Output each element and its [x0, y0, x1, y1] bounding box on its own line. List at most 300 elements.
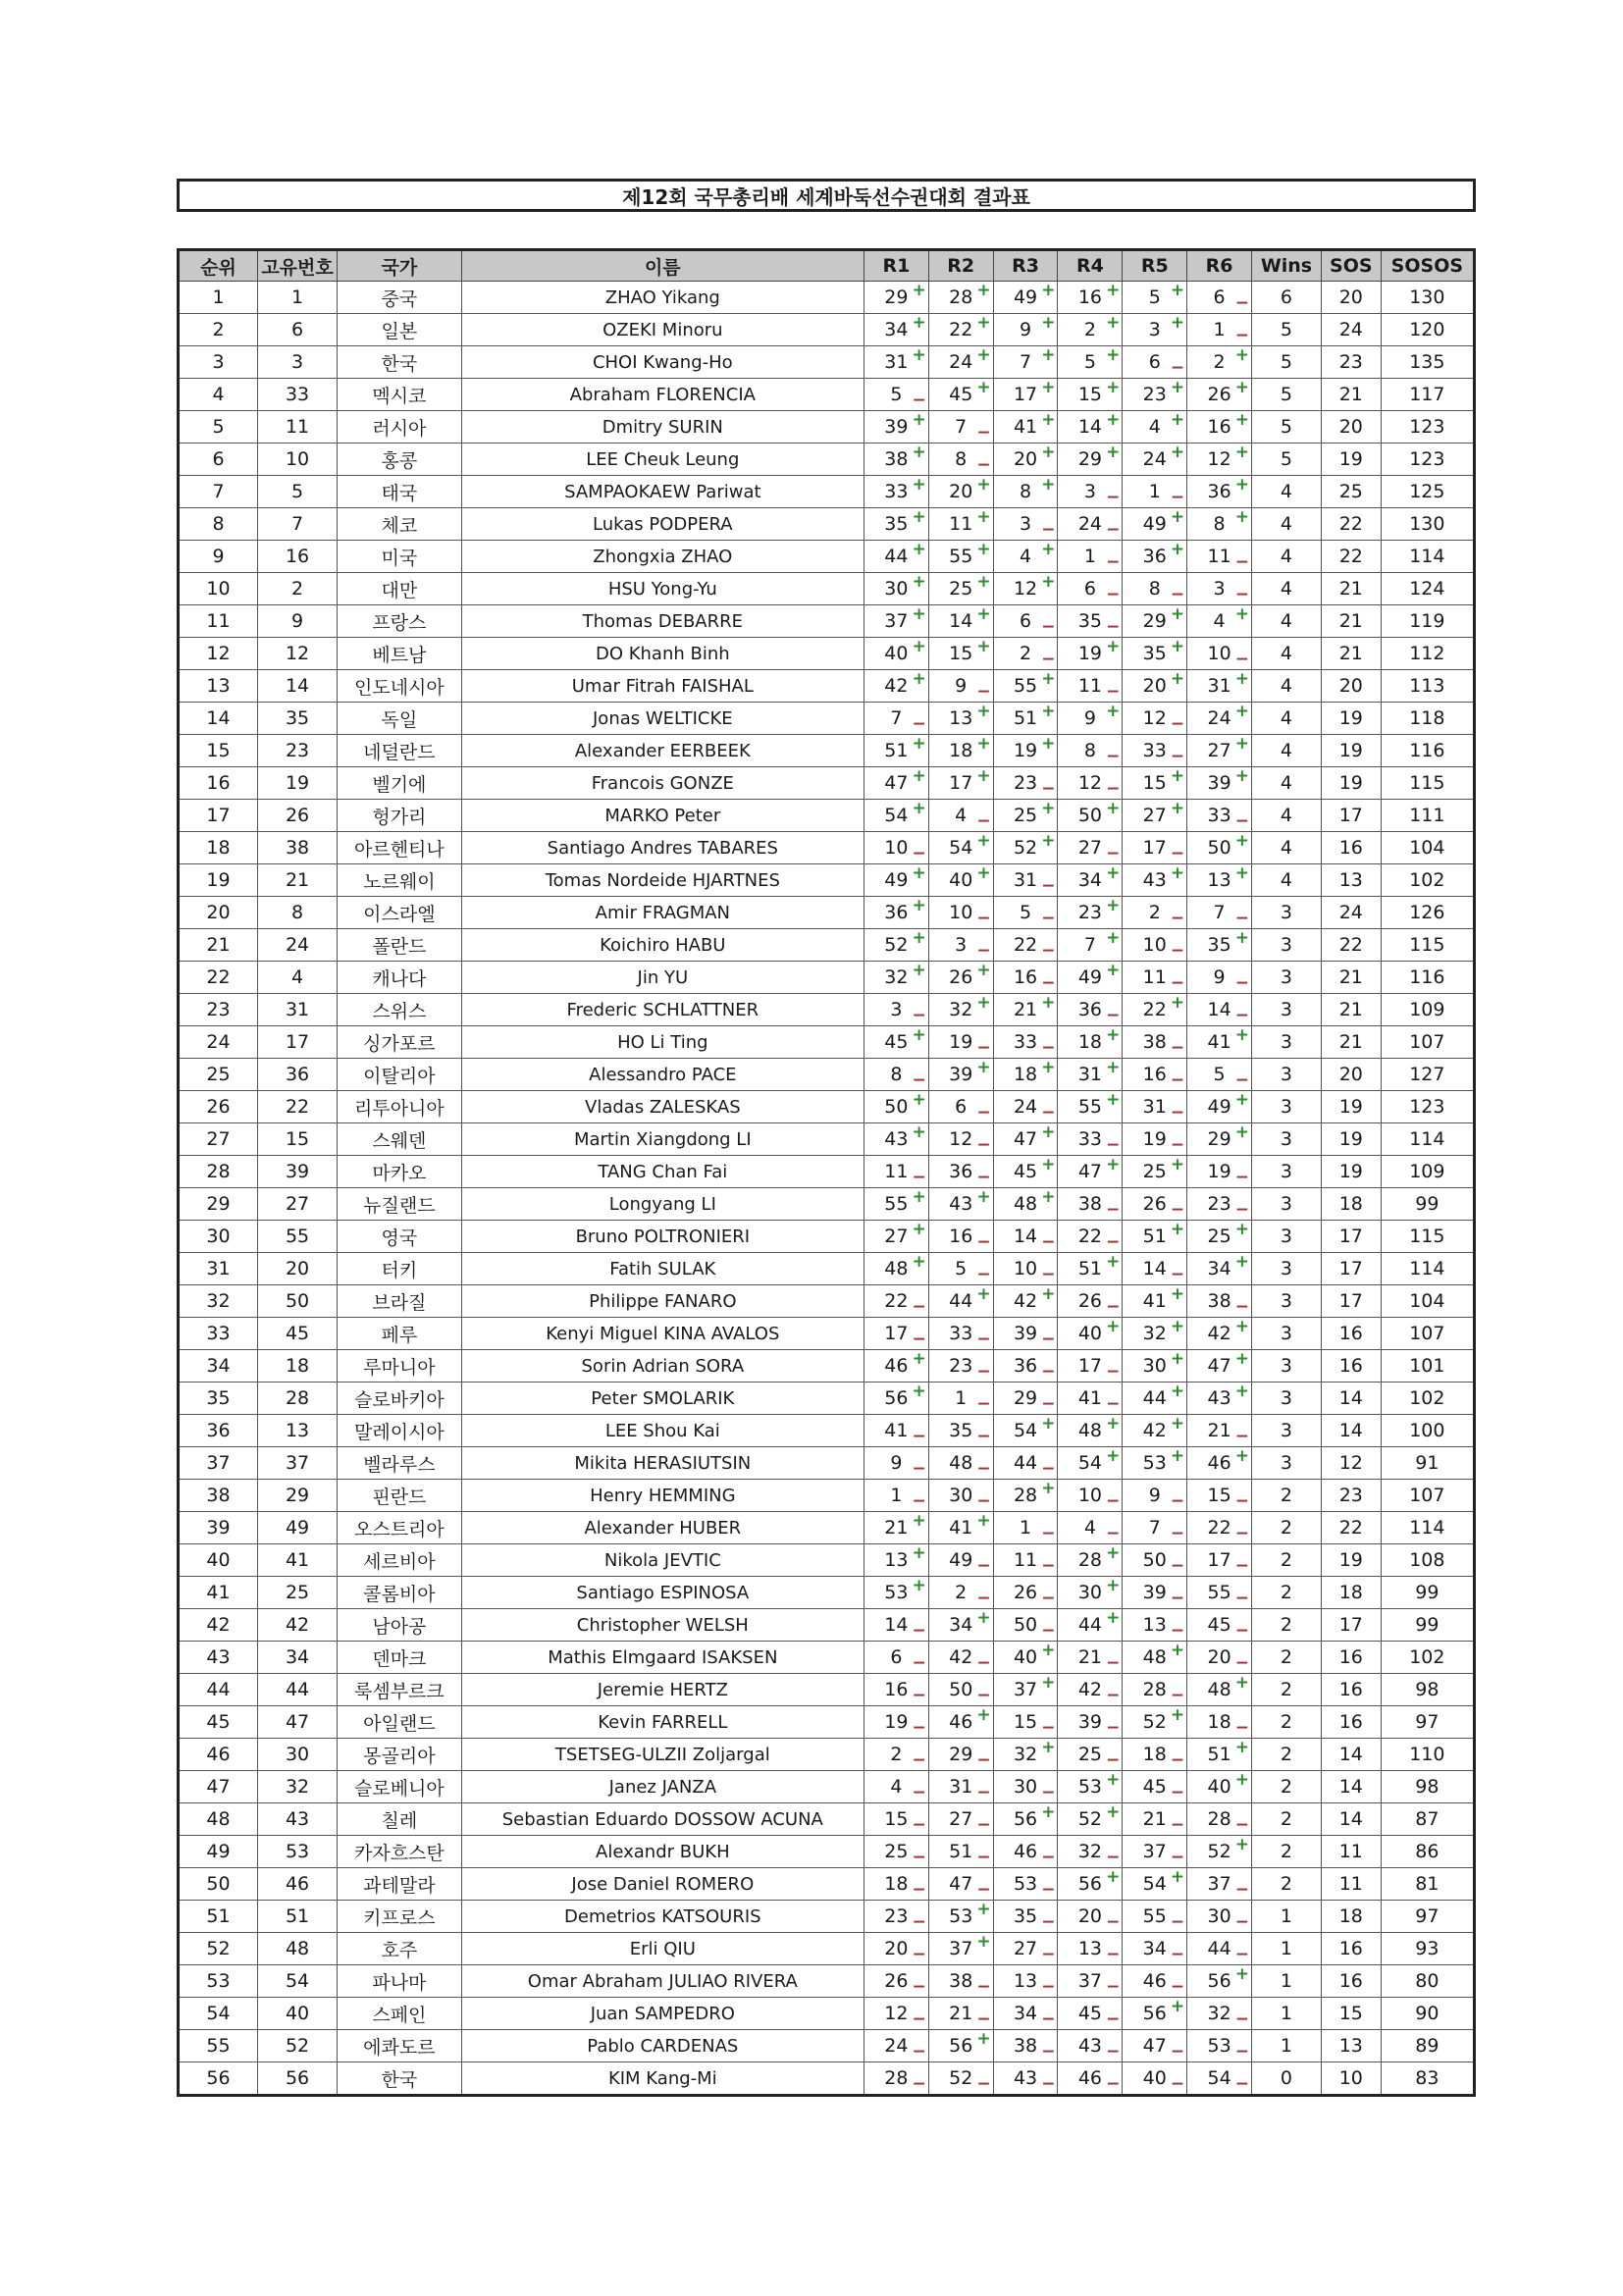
- opponent-number: 5: [955, 1258, 968, 1279]
- loss-mark: −: [1170, 1038, 1185, 1058]
- sos-cell: 17: [1321, 1609, 1381, 1642]
- country-cell: 카자흐스탄: [338, 1836, 462, 1868]
- rank-cell: 33: [179, 1318, 258, 1350]
- loss-mark: −: [1234, 1427, 1250, 1446]
- country-cell: 스웨덴: [338, 1123, 462, 1156]
- win-mark: +: [1234, 831, 1250, 851]
- wins-cell: 3: [1252, 1123, 1322, 1156]
- opponent-number: 51: [1013, 707, 1038, 729]
- sos-cell: 16: [1321, 1318, 1381, 1350]
- loss-mark: −: [1234, 1524, 1250, 1543]
- opponent-number: 36: [1077, 999, 1102, 1020]
- loss-mark: −: [1170, 1621, 1185, 1641]
- opponent-number: 23: [1077, 902, 1102, 923]
- round-3-cell: [993, 1123, 1058, 1156]
- sosos-cell: 87: [1381, 1803, 1474, 1836]
- player-name-cell: Mathis Elmgaard ISAKSEN: [461, 1642, 864, 1674]
- opponent-number: 5: [890, 384, 903, 405]
- loss-mark: −: [1106, 1200, 1121, 1220]
- player-id-cell: 20: [258, 1253, 338, 1285]
- opponent-number: 23: [1142, 384, 1167, 405]
- round-5-cell: [1123, 962, 1187, 994]
- opponent-number: 24: [884, 2035, 909, 2057]
- loss-mark: −: [1106, 1945, 1121, 1964]
- opponent-number: 37: [884, 610, 909, 632]
- column-header: SOS: [1321, 250, 1381, 282]
- opponent-number: 13: [1013, 1970, 1038, 1992]
- round-4-cell: [1058, 573, 1123, 605]
- player-name-cell: Kenyi Miguel KINA AVALOS: [461, 1318, 864, 1350]
- opponent-number: 17: [1077, 1355, 1102, 1377]
- round-1-cell: [864, 411, 928, 444]
- round-6-cell: [1187, 1480, 1252, 1512]
- table-row: [179, 1544, 1475, 1577]
- loss-mark: −: [912, 1686, 926, 1705]
- win-mark: +: [1106, 1414, 1121, 1434]
- opponent-number: 38: [949, 1970, 973, 1992]
- round-1-cell: [864, 1998, 928, 2030]
- loss-mark: −: [1170, 2042, 1185, 2061]
- rank-cell: 19: [179, 864, 258, 897]
- round-3-cell: [993, 476, 1058, 508]
- opponent-number: 47: [1207, 1355, 1231, 1377]
- opponent-number: 50: [1142, 1549, 1167, 1571]
- round-5-cell: [1123, 670, 1187, 703]
- round-2-cell: [928, 1868, 993, 1901]
- loss-mark: −: [912, 1653, 926, 1673]
- opponent-number: 40: [1013, 1646, 1038, 1668]
- opponent-number: 10: [884, 837, 909, 859]
- loss-mark: −: [912, 391, 926, 410]
- loss-mark: −: [1041, 1848, 1056, 1867]
- win-mark: +: [976, 540, 991, 559]
- round-3-cell: [993, 929, 1058, 962]
- round-4-cell: [1058, 832, 1123, 864]
- opponent-number: 53: [1207, 2035, 1231, 2057]
- wins-cell: 2: [1252, 1577, 1322, 1609]
- opponent-number: 13: [1142, 1614, 1167, 1636]
- loss-mark: −: [1234, 1070, 1250, 1090]
- sosos-cell: 102: [1381, 1642, 1474, 1674]
- column-header: R3: [993, 250, 1058, 282]
- rank-cell: 53: [179, 1965, 258, 1998]
- player-name-cell: Sorin Adrian SORA: [461, 1350, 864, 1383]
- loss-mark: −: [1041, 1880, 1056, 1900]
- rank-cell: 21: [179, 929, 258, 962]
- opponent-number: 20: [1013, 448, 1038, 470]
- loss-mark: −: [912, 1168, 926, 1187]
- win-mark: +: [912, 1220, 926, 1239]
- win-mark: +: [1041, 1187, 1056, 1207]
- win-mark: +: [1041, 1284, 1056, 1304]
- player-name-cell: Jin YU: [461, 962, 864, 994]
- round-4-cell: [1058, 1415, 1123, 1447]
- opponent-number: 38: [884, 448, 909, 470]
- round-2-cell: [928, 703, 993, 735]
- loss-mark: −: [1234, 909, 1250, 928]
- round-4-cell: [1058, 1318, 1123, 1350]
- round-2-cell: [928, 1318, 993, 1350]
- opponent-number: 19: [1077, 643, 1102, 664]
- loss-mark: −: [1106, 1653, 1121, 1673]
- opponent-number: 46: [1013, 1841, 1038, 1862]
- opponent-number: 56: [884, 1387, 909, 1409]
- wins-cell: 2: [1252, 1642, 1322, 1674]
- round-4-cell: [1058, 1868, 1123, 1901]
- round-6-cell: [1187, 1544, 1252, 1577]
- loss-mark: −: [1106, 779, 1121, 799]
- round-1-cell: [864, 1447, 928, 1480]
- round-2-cell: [928, 994, 993, 1026]
- win-mark: +: [976, 1284, 991, 1304]
- round-6-cell: [1187, 605, 1252, 638]
- country-cell: 중국: [338, 282, 462, 314]
- win-mark: +: [912, 637, 926, 656]
- loss-mark: −: [1234, 552, 1250, 572]
- table-row: [179, 1091, 1475, 1123]
- opponent-number: 41: [884, 1420, 909, 1441]
- win-mark: +: [1170, 1446, 1185, 1466]
- sos-cell: 14: [1321, 1415, 1381, 1447]
- opponent-number: 18: [1013, 1064, 1038, 1085]
- opponent-number: 20: [1142, 675, 1167, 697]
- win-mark: +: [1106, 1576, 1121, 1595]
- opponent-number: 32: [884, 966, 909, 988]
- loss-mark: −: [1106, 1362, 1121, 1382]
- wins-cell: 4: [1252, 735, 1322, 767]
- table-row: [179, 1706, 1475, 1739]
- loss-mark: −: [1041, 1783, 1056, 1802]
- opponent-number: 9: [1148, 1485, 1161, 1506]
- loss-mark: −: [1106, 682, 1121, 702]
- round-5-cell: [1123, 1480, 1187, 1512]
- round-3-cell: [993, 703, 1058, 735]
- opponent-number: 53: [1142, 1452, 1167, 1474]
- round-2-cell: [928, 638, 993, 670]
- opponent-number: 42: [949, 1646, 973, 1668]
- sosos-cell: 111: [1381, 800, 1474, 832]
- opponent-number: 49: [884, 869, 909, 891]
- opponent-number: 41: [1077, 1387, 1102, 1409]
- round-6-cell: [1187, 508, 1252, 541]
- win-mark: +: [976, 345, 991, 365]
- win-mark: +: [976, 766, 991, 786]
- rank-cell: 29: [179, 1188, 258, 1221]
- sos-cell: 22: [1321, 508, 1381, 541]
- round-5-cell: [1123, 1123, 1187, 1156]
- win-mark: +: [1106, 1090, 1121, 1110]
- rank-cell: 11: [179, 605, 258, 638]
- player-name-cell: Francois GONZE: [461, 767, 864, 800]
- sos-cell: 21: [1321, 573, 1381, 605]
- round-1-cell: [864, 1544, 928, 1577]
- win-mark: +: [912, 1511, 926, 1531]
- round-1-cell: [864, 1674, 928, 1706]
- sosos-cell: 99: [1381, 1609, 1474, 1642]
- opponent-number: 27: [1013, 1938, 1038, 1959]
- sosos-cell: 80: [1381, 1965, 1474, 1998]
- table-row: [179, 605, 1475, 638]
- player-name-cell: Alexandr BUKH: [461, 1836, 864, 1868]
- round-2-cell: [928, 1674, 993, 1706]
- player-name-cell: Martin Xiangdong LI: [461, 1123, 864, 1156]
- wins-cell: 4: [1252, 638, 1322, 670]
- loss-mark: −: [1234, 1556, 1250, 1576]
- opponent-number: 9: [955, 675, 968, 697]
- country-cell: 오스트리아: [338, 1512, 462, 1544]
- round-5-cell: [1123, 864, 1187, 897]
- round-5-cell: [1123, 1674, 1187, 1706]
- loss-mark: −: [912, 844, 926, 863]
- loss-mark: −: [1041, 2042, 1056, 2061]
- opponent-number: 51: [1077, 1258, 1102, 1279]
- loss-mark: −: [1234, 1912, 1250, 1932]
- round-6-cell: [1187, 1059, 1252, 1091]
- sos-cell: 16: [1321, 1706, 1381, 1739]
- loss-mark: −: [976, 1848, 991, 1867]
- opponent-number: 35: [1142, 643, 1167, 664]
- round-2-cell: [928, 1447, 993, 1480]
- opponent-number: 39: [949, 1064, 973, 1085]
- round-6-cell: [1187, 929, 1252, 962]
- opponent-number: 44: [949, 1290, 973, 1312]
- opponent-number: 25: [1077, 1744, 1102, 1765]
- player-id-cell: 54: [258, 1965, 338, 1998]
- opponent-number: 21: [1207, 1420, 1231, 1441]
- round-1-cell: [864, 1318, 928, 1350]
- table-row: [179, 1868, 1475, 1901]
- loss-mark: −: [1170, 941, 1185, 961]
- opponent-number: 6: [1148, 351, 1161, 373]
- opponent-number: 3: [890, 999, 903, 1020]
- opponent-number: 8: [1213, 513, 1226, 535]
- loss-mark: −: [1106, 2074, 1121, 2094]
- opponent-number: 16: [1013, 966, 1038, 988]
- round-4-cell: [1058, 1091, 1123, 1123]
- column-header: 국가: [338, 250, 462, 282]
- round-1-cell: [864, 1350, 928, 1383]
- round-1-cell: [864, 800, 928, 832]
- opponent-number: 37: [1077, 1970, 1102, 1992]
- round-5-cell: [1123, 1901, 1187, 1933]
- opponent-number: 40: [1207, 1776, 1231, 1798]
- loss-mark: −: [1170, 1783, 1185, 1802]
- country-cell: 독일: [338, 703, 462, 735]
- wins-cell: 3: [1252, 929, 1322, 962]
- round-2-cell: [928, 2062, 993, 2096]
- round-3-cell: [993, 1642, 1058, 1674]
- round-5-cell: [1123, 1253, 1187, 1285]
- opponent-number: 25: [1013, 805, 1038, 826]
- table-row: [179, 767, 1475, 800]
- loss-mark: −: [1041, 1265, 1056, 1284]
- sos-cell: 24: [1321, 314, 1381, 346]
- opponent-number: 11: [949, 513, 973, 535]
- opponent-number: 46: [949, 1711, 973, 1733]
- sosos-cell: 123: [1381, 1091, 1474, 1123]
- table-row: [179, 1350, 1475, 1383]
- win-mark: +: [1041, 1738, 1056, 1757]
- round-5-cell: [1123, 735, 1187, 767]
- wins-cell: 4: [1252, 670, 1322, 703]
- win-mark: +: [1106, 281, 1121, 300]
- loss-mark: −: [912, 1783, 926, 1802]
- loss-mark: −: [976, 1783, 991, 1802]
- country-cell: 이탈리아: [338, 1059, 462, 1091]
- opponent-number: 34: [1013, 2003, 1038, 2024]
- column-header: R2: [928, 250, 993, 282]
- loss-mark: −: [1170, 1524, 1185, 1543]
- table-row: [179, 1026, 1475, 1059]
- opponent-number: 15: [949, 643, 973, 664]
- opponent-number: 3: [1148, 319, 1161, 340]
- sos-cell: 16: [1321, 1674, 1381, 1706]
- round-3-cell: [993, 1480, 1058, 1512]
- loss-mark: −: [1106, 1750, 1121, 1770]
- opponent-number: 13: [884, 1549, 909, 1571]
- sosos-cell: 108: [1381, 1544, 1474, 1577]
- round-5-cell: [1123, 1965, 1187, 1998]
- round-2-cell: [928, 1836, 993, 1868]
- opponent-number: 28: [884, 2067, 909, 2089]
- win-mark: +: [1106, 1252, 1121, 1272]
- loss-mark: −: [1170, 1200, 1185, 1220]
- round-5-cell: [1123, 1868, 1187, 1901]
- country-cell: 키프로스: [338, 1901, 462, 1933]
- opponent-number: 48: [1207, 1679, 1231, 1700]
- opponent-number: 55: [1077, 1096, 1102, 1118]
- loss-mark: −: [976, 1427, 991, 1446]
- opponent-number: 39: [1013, 1323, 1038, 1344]
- loss-mark: −: [1234, 1491, 1250, 1511]
- win-mark: +: [912, 281, 926, 300]
- round-1-cell: [864, 1221, 928, 1253]
- opponent-number: 7: [1020, 351, 1032, 373]
- country-cell: 스위스: [338, 994, 462, 1026]
- win-mark: +: [1170, 766, 1185, 786]
- opponent-number: 23: [884, 1905, 909, 1927]
- win-mark: +: [1170, 1349, 1185, 1369]
- round-2-cell: [928, 379, 993, 411]
- loss-mark: −: [1041, 1945, 1056, 1964]
- sos-cell: 20: [1321, 282, 1381, 314]
- sos-cell: 19: [1321, 767, 1381, 800]
- round-4-cell: [1058, 1933, 1123, 1965]
- opponent-number: 46: [1207, 1452, 1231, 1474]
- round-6-cell: [1187, 282, 1252, 314]
- wins-cell: 2: [1252, 1836, 1322, 1868]
- opponent-number: 36: [1142, 546, 1167, 567]
- opponent-number: 21: [1077, 1646, 1102, 1668]
- loss-mark: −: [976, 811, 991, 831]
- rank-cell: 9: [179, 541, 258, 573]
- round-1-cell: [864, 670, 928, 703]
- round-4-cell: [1058, 282, 1123, 314]
- round-1-cell: [864, 897, 928, 929]
- opponent-number: 33: [1142, 740, 1167, 761]
- sosos-cell: 102: [1381, 864, 1474, 897]
- player-name-cell: TANG Chan Fai: [461, 1156, 864, 1188]
- sosos-cell: 124: [1381, 573, 1474, 605]
- win-mark: +: [912, 410, 926, 430]
- loss-mark: −: [1234, 1297, 1250, 1317]
- opponent-number: 15: [1077, 384, 1102, 405]
- opponent-number: 37: [1142, 1841, 1167, 1862]
- country-cell: 칠레: [338, 1803, 462, 1836]
- sos-cell: 20: [1321, 1059, 1381, 1091]
- loss-mark: −: [1106, 2009, 1121, 2029]
- opponent-number: 50: [884, 1096, 909, 1118]
- rank-cell: 15: [179, 735, 258, 767]
- loss-mark: −: [1170, 1848, 1185, 1867]
- win-mark: +: [1234, 1025, 1250, 1045]
- opponent-number: 26: [949, 966, 973, 988]
- rank-cell: 18: [179, 832, 258, 864]
- sos-cell: 21: [1321, 605, 1381, 638]
- win-mark: +: [1234, 1446, 1250, 1466]
- round-1-cell: [864, 1642, 928, 1674]
- win-mark: +: [976, 961, 991, 980]
- player-name-cell: HSU Yong-Yu: [461, 573, 864, 605]
- win-mark: +: [912, 961, 926, 980]
- round-3-cell: [993, 573, 1058, 605]
- opponent-number: 32: [1207, 2003, 1231, 2024]
- loss-mark: −: [1041, 779, 1056, 799]
- sosos-cell: 135: [1381, 346, 1474, 379]
- opponent-number: 29: [884, 287, 909, 308]
- opponent-number: 18: [1142, 1744, 1167, 1765]
- loss-mark: −: [976, 1103, 991, 1122]
- wins-cell: 3: [1252, 1415, 1322, 1447]
- rank-cell: 35: [179, 1383, 258, 1415]
- round-5-cell: [1123, 800, 1187, 832]
- win-mark: +: [1170, 1317, 1185, 1336]
- loss-mark: −: [976, 941, 991, 961]
- opponent-number: 52: [1077, 1808, 1102, 1830]
- player-name-cell: Jeremie HERTZ: [461, 1674, 864, 1706]
- round-2-cell: [928, 1253, 993, 1285]
- loss-mark: −: [912, 1977, 926, 1997]
- table-row: [179, 638, 1475, 670]
- win-mark: +: [976, 507, 991, 527]
- win-mark: +: [976, 831, 991, 851]
- round-2-cell: [928, 573, 993, 605]
- opponent-number: 43: [884, 1128, 909, 1150]
- table-row: [179, 929, 1475, 962]
- win-mark: +: [1041, 443, 1056, 462]
- opponent-number: 56: [949, 2035, 973, 2057]
- sos-cell: 19: [1321, 1156, 1381, 1188]
- table-row: [179, 1933, 1475, 1965]
- player-id-cell: 50: [258, 1285, 338, 1318]
- win-mark: +: [1170, 1414, 1185, 1434]
- sosos-cell: 115: [1381, 929, 1474, 962]
- round-5-cell: [1123, 1156, 1187, 1188]
- win-mark: +: [1234, 443, 1250, 462]
- opponent-number: 8: [955, 448, 968, 470]
- opponent-number: 38: [1142, 1031, 1167, 1053]
- round-6-cell: [1187, 1156, 1252, 1188]
- round-6-cell: [1187, 1383, 1252, 1415]
- win-mark: +: [912, 1090, 926, 1110]
- opponent-number: 31: [1207, 675, 1231, 697]
- win-mark: +: [1234, 1317, 1250, 1336]
- opponent-number: 50: [1077, 805, 1102, 826]
- country-cell: 헝가리: [338, 800, 462, 832]
- opponent-number: 56: [1013, 1808, 1038, 1830]
- sos-cell: 21: [1321, 962, 1381, 994]
- win-mark: +: [976, 1511, 991, 1531]
